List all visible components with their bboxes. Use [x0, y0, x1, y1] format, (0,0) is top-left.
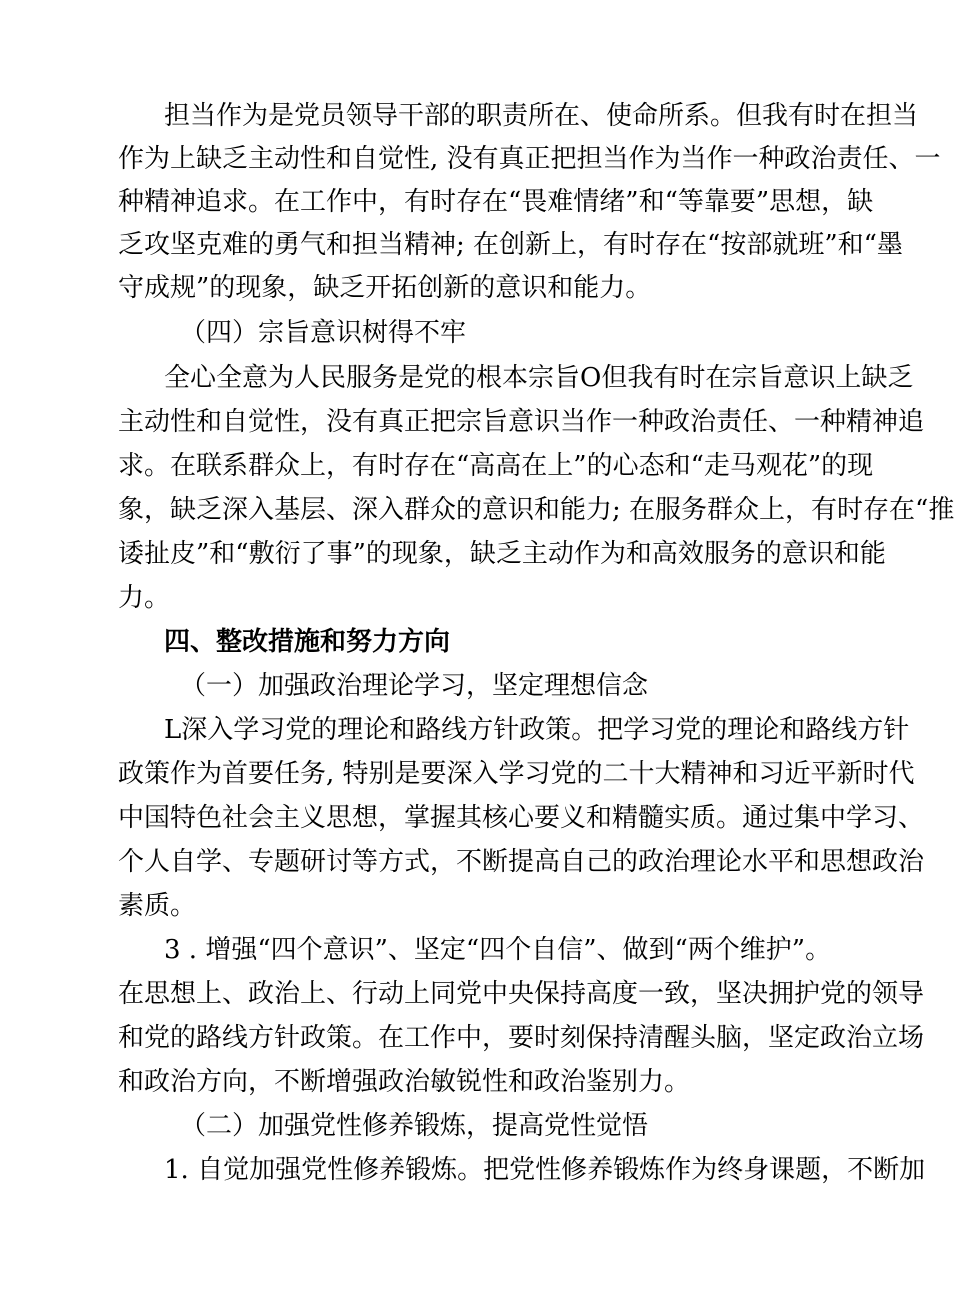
paragraph-line: 主动性和自觉性，没有真正把宗旨意识当作一种政治责任、一种精神追	[118, 407, 925, 437]
paragraph-line: 守成规”的现象，缺乏开拓创新的意识和能力。	[118, 273, 652, 303]
paragraph-line: 全心全意为人民服务是党的根本宗旨O但我有时在宗旨意识上缺乏	[164, 363, 914, 393]
section-heading: （二）加强党性修养锻炼，提高党性觉悟	[180, 1111, 649, 1141]
section-heading: （一）加强政治理论学习，坚定理想信念	[180, 671, 649, 701]
paragraph-line: 中国特色社会主义思想，掌握其核心要义和精髓实质。通过集中学习、	[118, 803, 925, 833]
paragraph-line: 求。在联系群众上，有时存在“高高在上”的心态和“走马观花”的现	[118, 451, 874, 481]
paragraph-line: 担当作为是党员领导干部的职责所在、使命所系。但我有时在担当	[164, 101, 919, 131]
section-heading: （四）宗旨意识树得不牢	[180, 318, 467, 348]
paragraph-line: 在思想上、政治上、行动上同党中央保持高度一致，坚决拥护党的领导	[118, 979, 925, 1009]
paragraph-line: 素质。	[118, 891, 197, 921]
paragraph-line: 3 . 增强“四个意识”、坚定“四个自信”、做到“两个维护”。	[164, 935, 832, 965]
paragraph-line: 力。	[118, 583, 171, 613]
paragraph-line: L深入学习党的理论和路线方针政策。把学习党的理论和路线方针	[164, 715, 910, 745]
paragraph-line: 个人自学、专题研讨等方式，不断提高自己的政治理论水平和思想政治	[118, 847, 925, 877]
paragraph-line: 和党的路线方针政策。在工作中，要时刻保持清醒头脑，坚定政治立场	[118, 1023, 925, 1053]
paragraph-line: 政策作为首要任务, 特别是要深入学习党的二十大精神和习近平新时代	[118, 759, 915, 789]
paragraph-line: 种精神追求。在工作中，有时存在“畏难情绪”和“等靠要”思想，缺	[118, 187, 874, 217]
paragraph-line: 和政治方向，不断增强政治敏锐性和政治鉴别力。	[118, 1067, 691, 1097]
chapter-heading: 四、整改措施和努力方向	[164, 627, 451, 657]
paragraph-line: 1. 自觉加强党性修养锻炼。把党性修养锻炼作为终身课题，不断加	[164, 1155, 926, 1185]
paragraph-line: 乏攻坚克难的勇气和担当精神; 在创新上，有时存在“按部就班”和“墨	[118, 230, 903, 260]
paragraph-line: 象，缺乏深入基层、深入群众的意识和能力; 在服务群众上，有时存在“推	[118, 495, 954, 525]
paragraph-line: 诿扯皮”和“敷衍了事”的现象，缺乏主动作为和高效服务的意识和能	[118, 539, 886, 569]
paragraph-line: 作为上缺乏主动性和自觉性, 没有真正把担当作为当作一种政治责任、一	[118, 144, 941, 174]
